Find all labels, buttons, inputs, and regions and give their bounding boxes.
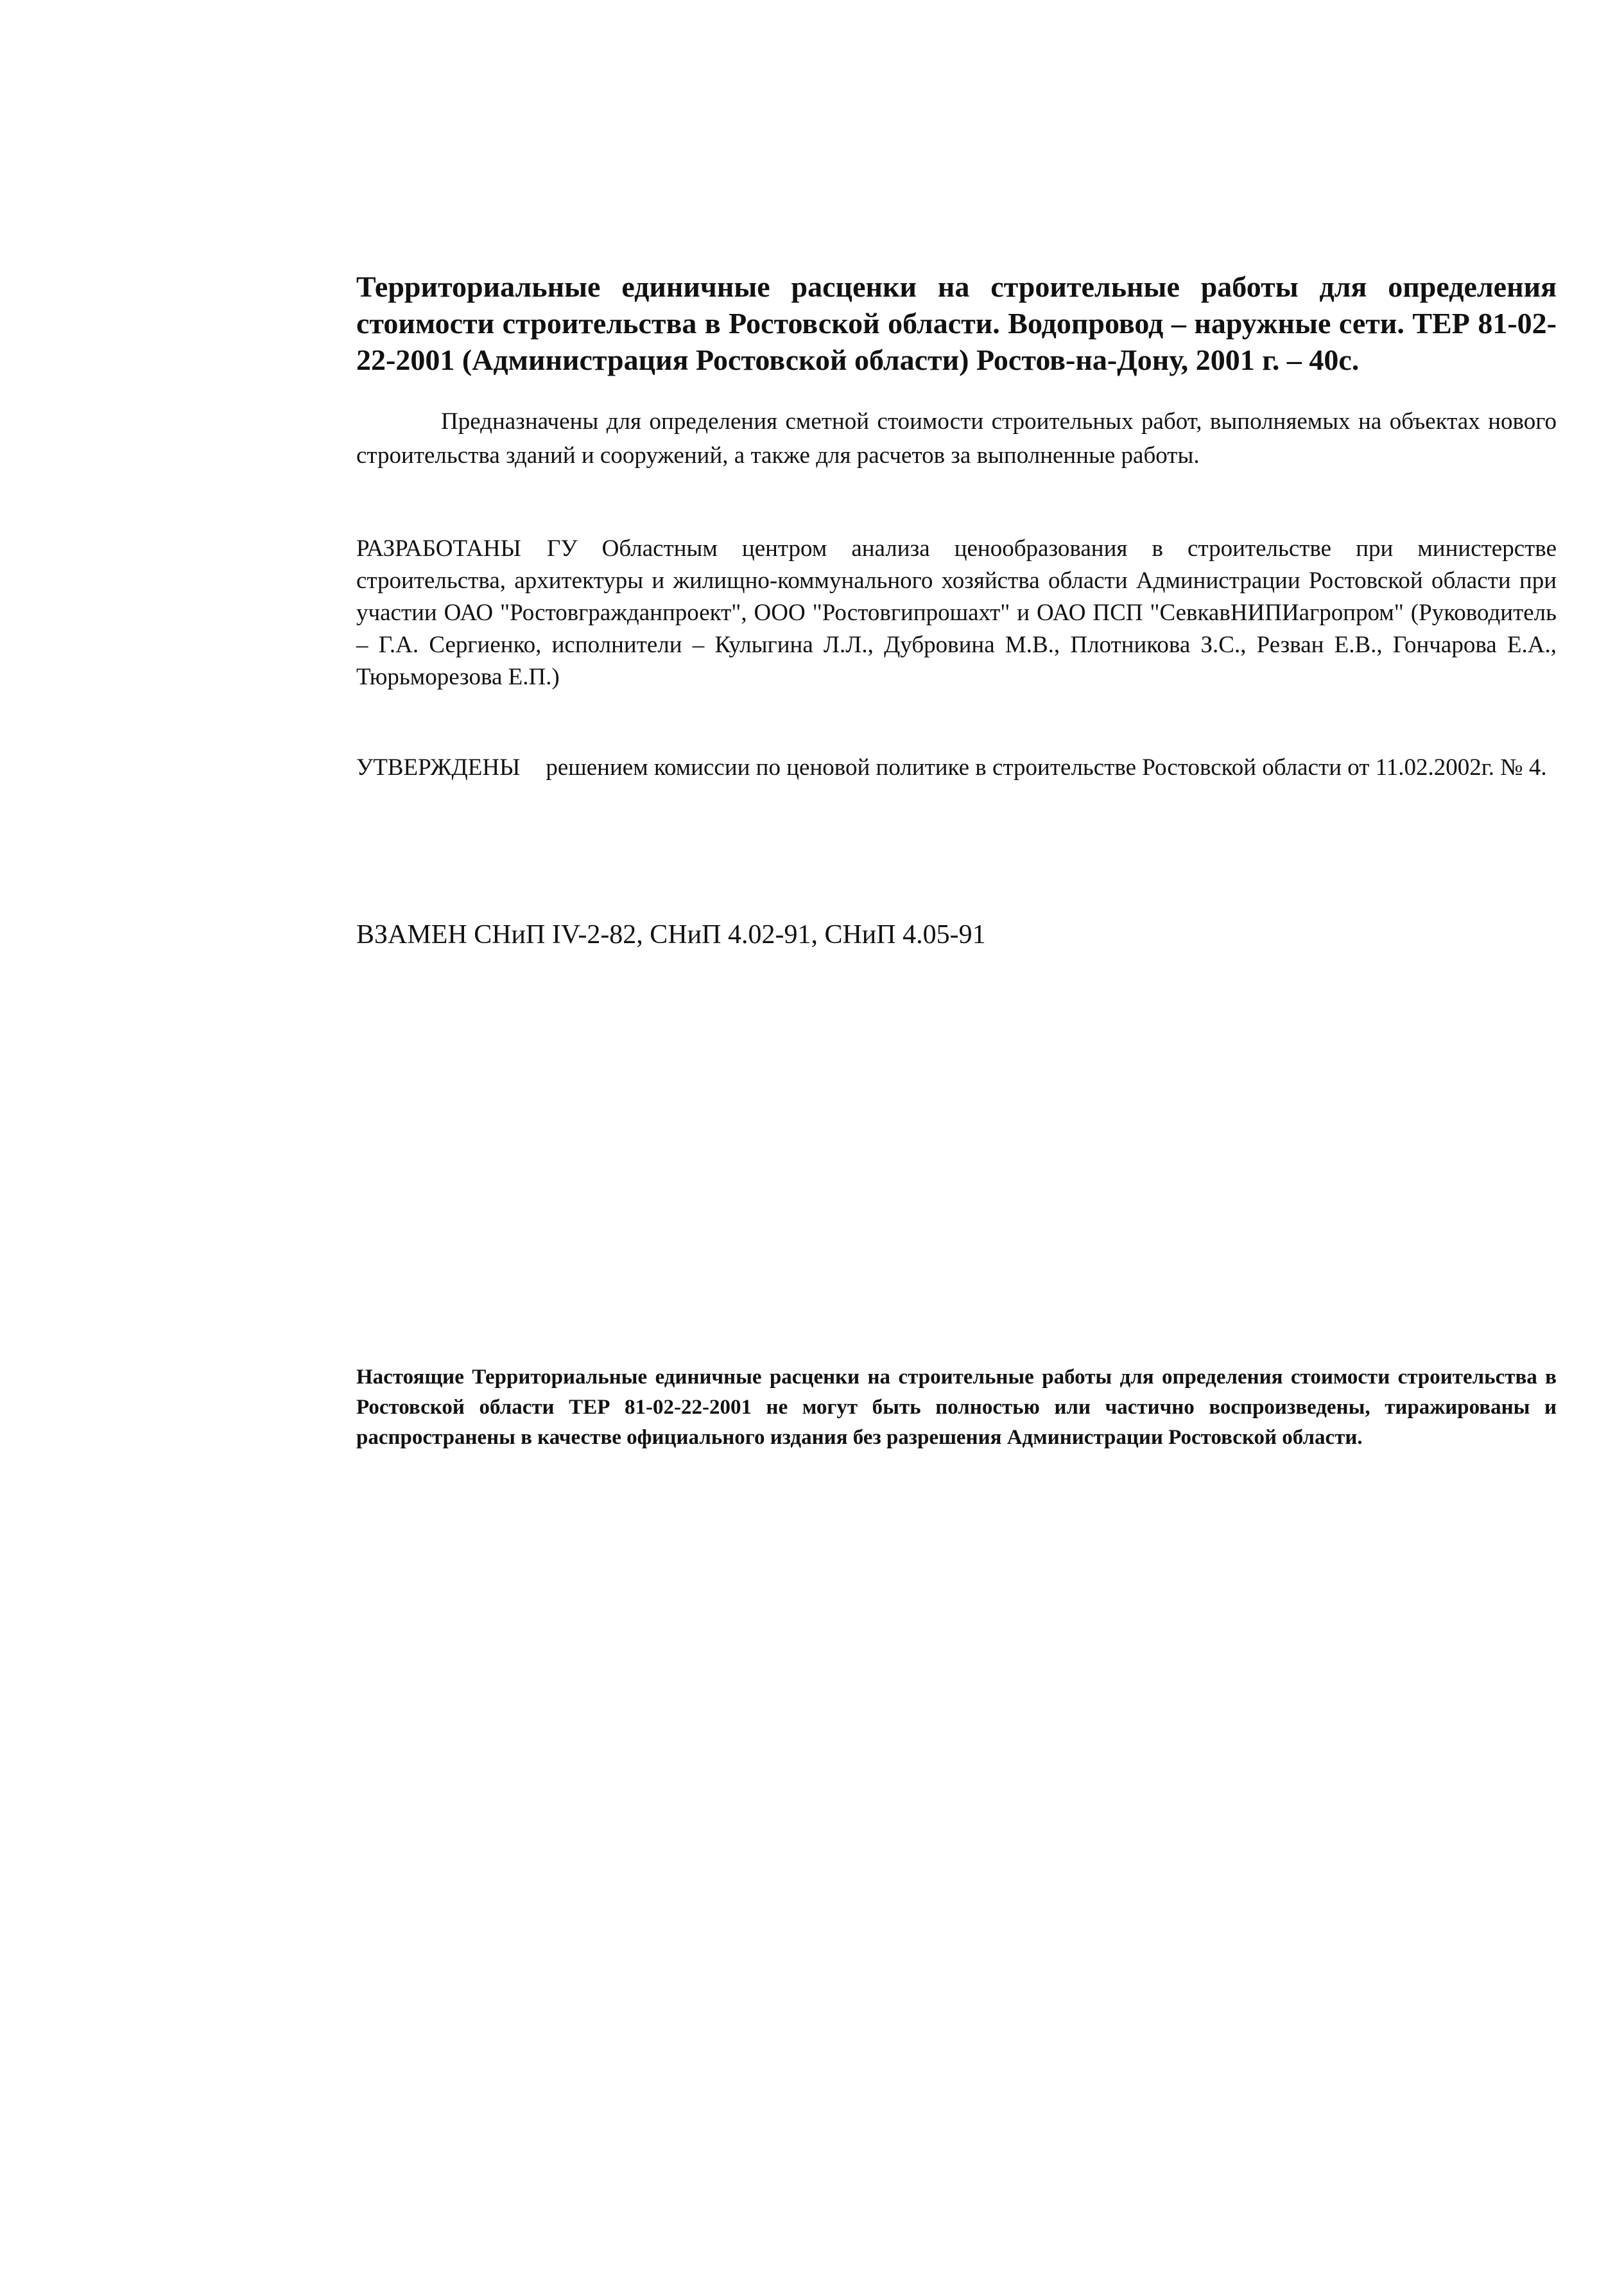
copyright-notice: Настоящие Территориальные единичные расценки на строительные работы для определения стоимости строительства в Ростовской области ТЕР 81-02-22-2001 не могут быть полностью или частично воспроизведены, тиражированы и распространены в качестве официального издания без разрешения Администрации Ростовской области.: [356, 1366, 1557, 1449]
developed-by-label: РАЗРАБОТАНЫ: [356, 535, 521, 562]
developed-by-text: ГУ Областным центром анализа ценообразования в строительстве при министерстве строительства, архитектуры и жилищно-коммунального хозяйства области Администрации Ростовской области при участии ОАО "Ростовгражданпроект", ООО "Ростовгипрошахт" и ОАО ПСП "СевкавНИПИагропром" (Руководитель – Г.А. Сергиенко, исполнители – Кулыгина Л.Л., Дубровина М.В., Плотникова З.С., Резван Е.В., Гончарова Е.А., Тюрьморезова Е.П.): [356, 535, 1557, 690]
purpose-paragraph: Предназначены для определения сметной стоимости строительных работ, выполняемых на объектах нового строительства зданий и сооружений, а также для расчетов за выполненные работы.: [356, 408, 1557, 469]
approved-by-label: УТВЕРЖДЕНЫ: [356, 754, 521, 781]
approved-by-paragraph: [356, 751, 1557, 785]
approved-by-text: решением комиссии по ценовой политике в строительстве Ростовской области от 11.02.2002г. № 4.: [546, 754, 1547, 781]
developed-by-paragraph: [356, 533, 1557, 693]
replaces-standards: ВЗАМЕН СНиП IV-2-82, СНиП 4.02-91, СНиП 4.05-91: [356, 920, 986, 950]
document-title: Территориальные единичные расценки на строительные работы для определения стоимости строительства в Ростовской области. Водопровод – наружные сети. ТЕР 81-02-22-2001 (Администрация Ростовской области) Ростов-на-Дону, 2001 г. – 40с.: [356, 270, 1557, 376]
